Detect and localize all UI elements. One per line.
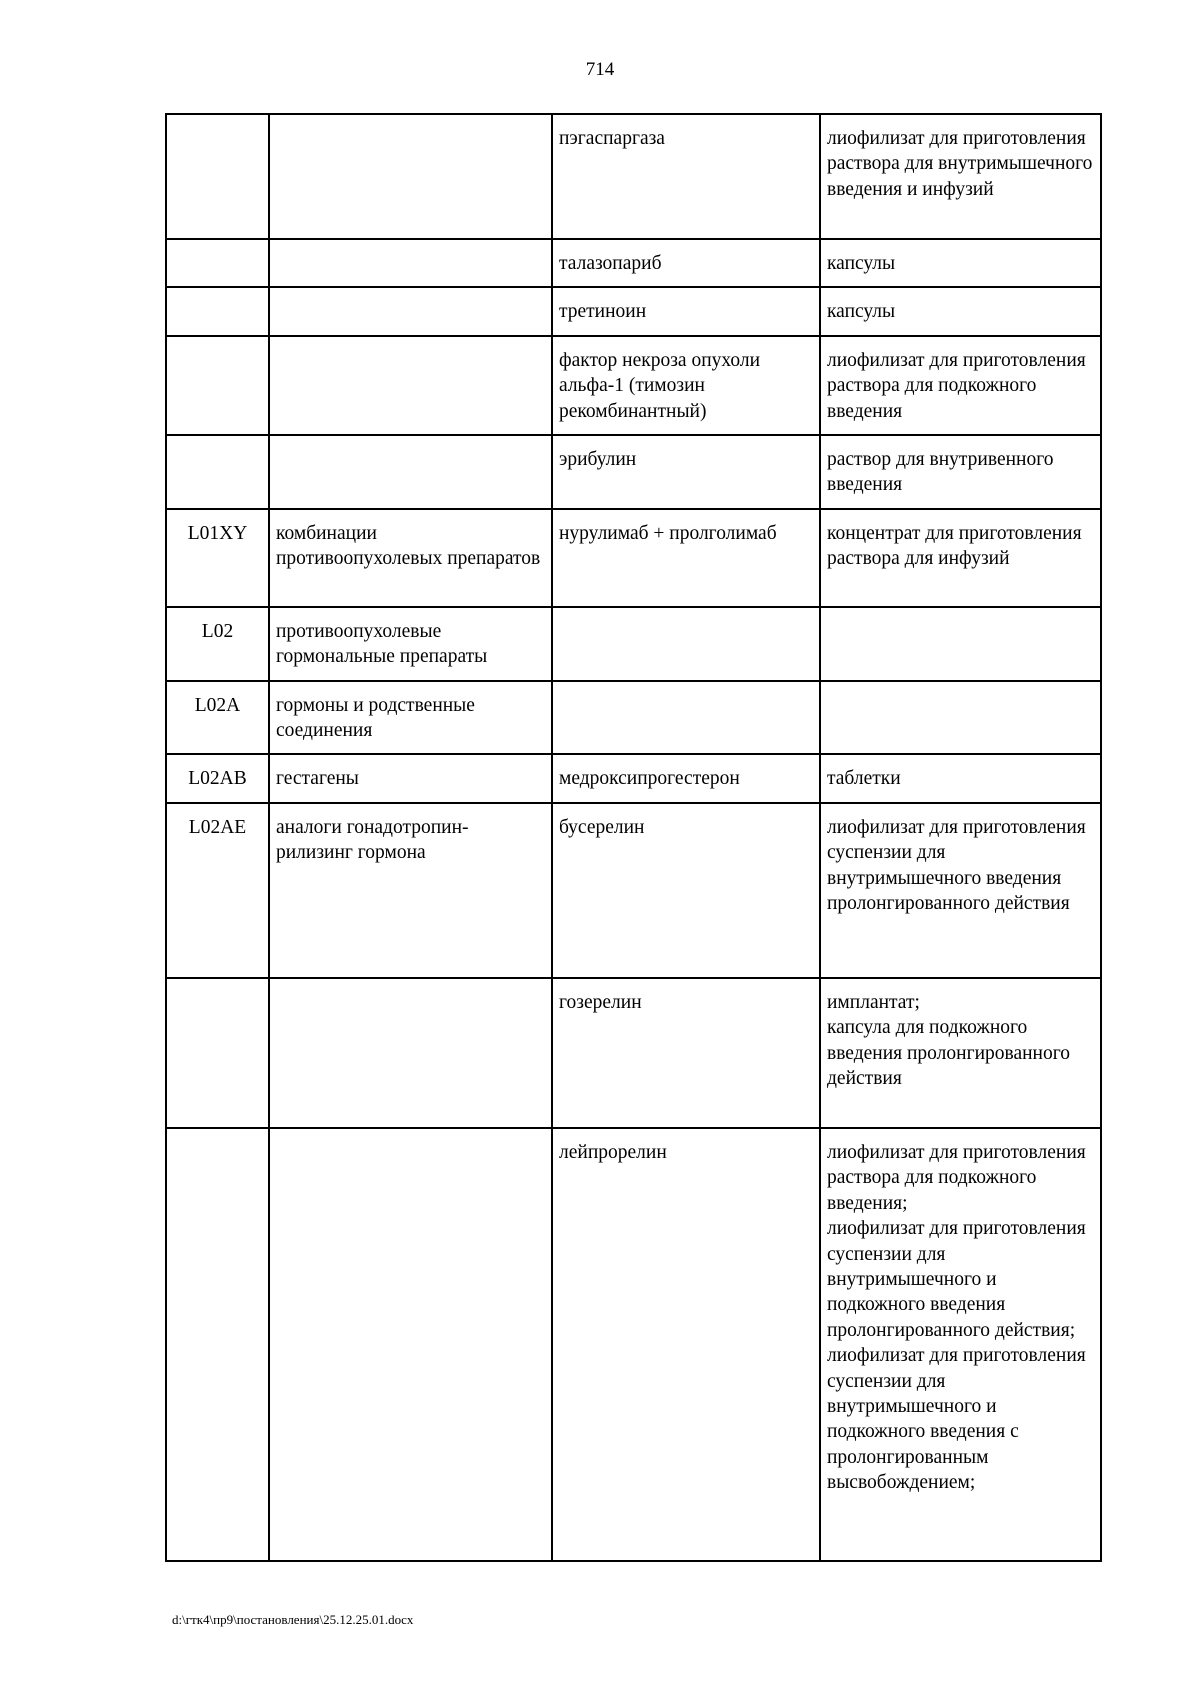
atc-code-cell: L02A: [166, 681, 269, 755]
drug-cell: нурулимаб + пролголимаб: [552, 509, 820, 607]
atc-code-cell: [166, 978, 269, 1128]
drug-cell: гозерелин: [552, 978, 820, 1128]
group-cell: [269, 114, 552, 239]
dosage-form-cell: лиофилизат для приготовления раствора для подкожного введения: [820, 336, 1101, 435]
footer-file-path: d:\гтк4\пр9\постановления\25.12.25.01.docx: [172, 1612, 414, 1627]
drug-cell: лейпрорелин: [552, 1128, 820, 1561]
drug-table: [165, 113, 1102, 1562]
atc-code-cell: L01XY: [166, 509, 269, 607]
atc-code-cell: [166, 1128, 269, 1561]
page-number: 714: [585, 59, 615, 80]
drug-cell: [552, 681, 820, 755]
drug-cell: фактор некроза опухоли альфа-1 (тимозин рекомбинантный): [552, 336, 820, 435]
dosage-form-cell: имплантат; капсула для подкожного введения пролонгированного действия: [820, 978, 1101, 1128]
drug-cell: [552, 607, 820, 681]
table-row: [166, 607, 1101, 681]
drug-cell: третиноин: [552, 287, 820, 335]
table-row: [166, 509, 1101, 607]
group-cell: [269, 239, 552, 287]
atc-code-cell: [166, 239, 269, 287]
group-cell: гормоны и родственные соединения: [269, 681, 552, 755]
drug-cell: эрибулин: [552, 435, 820, 509]
dosage-form-cell: капсулы: [820, 287, 1101, 335]
table-row: [166, 239, 1101, 287]
atc-code-cell: L02AE: [166, 803, 269, 978]
dosage-form-cell: лиофилизат для приготовления раствора для подкожного введения; лиофилизат для приготовления суспензии для внутримышечного и подкожного введения пролонгированного действия; лиофилизат для приготовления суспензии для внутримышечного и подкожного введения с пролонгированным высвобождением;: [820, 1128, 1101, 1561]
group-cell: [269, 1128, 552, 1561]
dosage-form-cell: концентрат для приготовления раствора для инфузий: [820, 509, 1101, 607]
group-cell: [269, 435, 552, 509]
dosage-form-cell: [820, 681, 1101, 755]
table-row: [166, 336, 1101, 435]
table-row: [166, 681, 1101, 755]
table-row: [166, 1128, 1101, 1561]
group-cell: [269, 978, 552, 1128]
atc-code-cell: L02AB: [166, 754, 269, 802]
atc-code-cell: [166, 114, 269, 239]
atc-code-cell: [166, 336, 269, 435]
table-row: [166, 803, 1101, 978]
dosage-form-cell: таблетки: [820, 754, 1101, 802]
atc-code-cell: [166, 287, 269, 335]
group-cell: комбинации противоопухолевых препаратов: [269, 509, 552, 607]
dosage-form-cell: капсулы: [820, 239, 1101, 287]
group-cell: [269, 287, 552, 335]
drug-cell: пэгаспаргаза: [552, 114, 820, 239]
drug-cell: бусерелин: [552, 803, 820, 978]
table-row: [166, 287, 1101, 335]
group-cell: гестагены: [269, 754, 552, 802]
atc-code-cell: L02: [166, 607, 269, 681]
dosage-form-cell: лиофилизат для приготовления суспензии для внутримышечного введения пролонгированного действия: [820, 803, 1101, 978]
dosage-form-cell: лиофилизат для приготовления раствора для внутримышечного введения и инфузий: [820, 114, 1101, 239]
drug-cell: талазопариб: [552, 239, 820, 287]
drug-cell: медроксипрогестерон: [552, 754, 820, 802]
table-row: [166, 114, 1101, 239]
atc-code-cell: [166, 435, 269, 509]
table-row: [166, 754, 1101, 802]
group-cell: аналоги гонадотропин-рилизинг гормона: [269, 803, 552, 978]
group-cell: противоопухолевые гормональные препараты: [269, 607, 552, 681]
table-row: [166, 435, 1101, 509]
group-cell: [269, 336, 552, 435]
table-row: [166, 978, 1101, 1128]
dosage-form-cell: раствор для внутривенного введения: [820, 435, 1101, 509]
dosage-form-cell: [820, 607, 1101, 681]
